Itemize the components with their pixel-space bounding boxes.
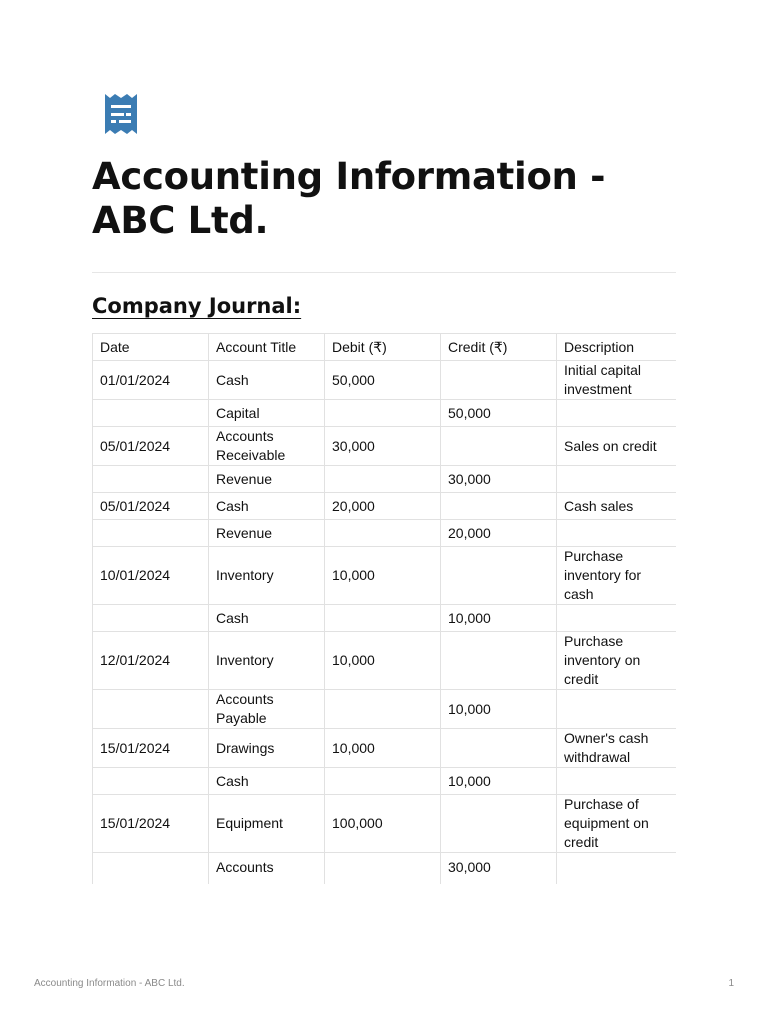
column-header-description: Description xyxy=(557,334,677,361)
cell-debit xyxy=(325,768,441,795)
cell-description xyxy=(557,605,677,632)
cell-debit xyxy=(325,690,441,729)
column-header-account-title: Account Title xyxy=(209,334,325,361)
cell-date: 05/01/2024 xyxy=(93,493,209,520)
table-row xyxy=(93,520,677,547)
table-header-row xyxy=(93,334,677,361)
receipt-icon xyxy=(105,94,137,134)
cell-credit xyxy=(441,795,557,853)
table-row xyxy=(93,605,677,632)
cell-date: 01/01/2024 xyxy=(93,361,209,400)
cell-account-title: Cash xyxy=(209,768,325,795)
table-row xyxy=(93,690,677,729)
cell-account-title: Drawings xyxy=(209,729,325,768)
cell-date: 15/01/2024 xyxy=(93,795,209,853)
journal-table xyxy=(92,333,676,884)
cell-credit: 50,000 xyxy=(441,400,557,427)
cell-description xyxy=(557,853,677,885)
cell-account-title: Equipment xyxy=(209,795,325,853)
cell-date: 15/01/2024 xyxy=(93,729,209,768)
cell-credit xyxy=(441,547,557,605)
table-row xyxy=(93,632,677,690)
cell-debit xyxy=(325,520,441,547)
page-title: Accounting Information - ABC Ltd. xyxy=(92,155,606,242)
cell-date xyxy=(93,466,209,493)
table-row xyxy=(93,853,677,885)
cell-description: Cash sales xyxy=(557,493,677,520)
table-row xyxy=(93,493,677,520)
cell-credit xyxy=(441,427,557,466)
cell-debit: 20,000 xyxy=(325,493,441,520)
cell-credit: 30,000 xyxy=(441,466,557,493)
cell-description: Purchase of equipment on credit xyxy=(557,795,677,853)
cell-account-title: Inventory xyxy=(209,632,325,690)
cell-debit xyxy=(325,605,441,632)
table-row xyxy=(93,795,677,853)
cell-description xyxy=(557,520,677,547)
cell-debit xyxy=(325,853,441,885)
cell-account-title: Accounts Receivable xyxy=(209,427,325,466)
cell-credit: 10,000 xyxy=(441,605,557,632)
cell-account-title: Capital xyxy=(209,400,325,427)
cell-description xyxy=(557,466,677,493)
table-row xyxy=(93,729,677,768)
cell-description: Purchase inventory on credit xyxy=(557,632,677,690)
cell-description: Purchase inventory for cash xyxy=(557,547,677,605)
cell-account-title: Accounts Payable xyxy=(209,690,325,729)
cell-date xyxy=(93,768,209,795)
cell-description: Initial capital investment xyxy=(557,361,677,400)
column-header-credit: Credit (₹) xyxy=(441,334,557,361)
footer-page-number: 1 xyxy=(728,978,734,989)
cell-debit: 10,000 xyxy=(325,632,441,690)
column-header-date: Date xyxy=(93,334,209,361)
cell-description: Owner's cash withdrawal xyxy=(557,729,677,768)
column-header-debit: Debit (₹) xyxy=(325,334,441,361)
cell-credit xyxy=(441,493,557,520)
cell-account-title: Revenue xyxy=(209,520,325,547)
cell-credit xyxy=(441,632,557,690)
cell-description xyxy=(557,400,677,427)
journal-body xyxy=(93,361,677,885)
footer-document-title: Accounting Information - ABC Ltd. xyxy=(34,978,185,989)
table-row xyxy=(93,547,677,605)
table-row xyxy=(93,427,677,466)
cell-debit: 100,000 xyxy=(325,795,441,853)
cell-description: Sales on credit xyxy=(557,427,677,466)
cell-credit: 20,000 xyxy=(441,520,557,547)
cell-date xyxy=(93,400,209,427)
cell-credit: 10,000 xyxy=(441,690,557,729)
cell-description xyxy=(557,768,677,795)
cell-account-title: Revenue xyxy=(209,466,325,493)
journal-table-container xyxy=(92,333,676,935)
divider xyxy=(92,272,676,273)
cell-credit: 10,000 xyxy=(441,768,557,795)
cell-account-title: Cash xyxy=(209,361,325,400)
cell-account-title: Accounts xyxy=(209,853,325,885)
cell-date: 10/01/2024 xyxy=(93,547,209,605)
cell-account-title: Inventory xyxy=(209,547,325,605)
table-row xyxy=(93,466,677,493)
cell-date xyxy=(93,690,209,729)
cell-date xyxy=(93,853,209,885)
table-row xyxy=(93,400,677,427)
cell-description xyxy=(557,690,677,729)
cell-credit xyxy=(441,729,557,768)
cell-account-title: Cash xyxy=(209,493,325,520)
table-row xyxy=(93,768,677,795)
cell-debit: 10,000 xyxy=(325,547,441,605)
section-heading: Company Journal: xyxy=(92,294,302,318)
cell-date: 05/01/2024 xyxy=(93,427,209,466)
table-row xyxy=(93,361,677,400)
cell-credit: 30,000 xyxy=(441,853,557,885)
cell-debit: 30,000 xyxy=(325,427,441,466)
cell-date: 12/01/2024 xyxy=(93,632,209,690)
cell-date xyxy=(93,520,209,547)
cell-account-title: Cash xyxy=(209,605,325,632)
cell-credit xyxy=(441,361,557,400)
cell-debit: 10,000 xyxy=(325,729,441,768)
cell-debit xyxy=(325,466,441,493)
cell-debit xyxy=(325,400,441,427)
cell-debit: 50,000 xyxy=(325,361,441,400)
cell-date xyxy=(93,605,209,632)
